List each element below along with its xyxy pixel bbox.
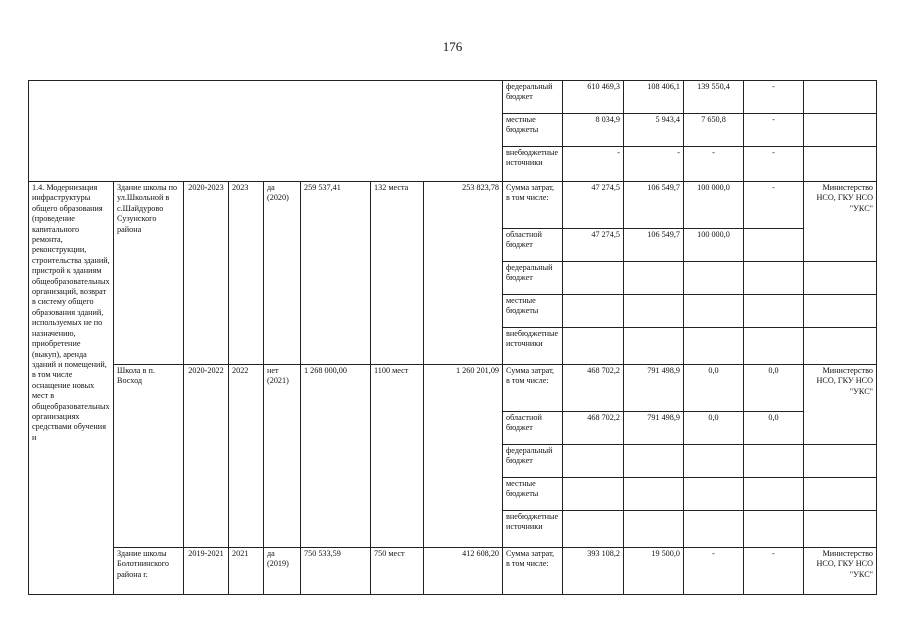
value-cell: 0,0 — [744, 412, 804, 445]
funding-source-cell: областной бюджет — [503, 412, 563, 445]
value-cell — [563, 478, 624, 511]
value-cell — [624, 478, 684, 511]
value-cell: 47 274,5 — [563, 182, 624, 229]
value-cell — [684, 478, 744, 511]
value-cell: 100 000,0 — [684, 229, 744, 262]
value-cell: 791 498,9 — [624, 365, 684, 412]
object-name-cell: Здание школы Болотнинского района г. — [114, 548, 184, 595]
funding-source-cell: Сумма затрат, в том числе: — [503, 548, 563, 595]
executor-cell — [804, 445, 877, 478]
table-row — [29, 365, 877, 412]
funding-source-cell: федеральный бюджет — [503, 262, 563, 295]
funding-source-cell: местные бюджеты — [503, 114, 563, 147]
value-cell — [684, 262, 744, 295]
table-row — [29, 81, 877, 114]
remaining-cell: 412 608,20 — [424, 548, 503, 595]
cost-cell: 750 533,59 — [301, 548, 371, 595]
executor-cell: Министерство НСО, ГКУ НСО "УКС" — [804, 548, 877, 595]
value-cell — [684, 295, 744, 328]
value-cell: 791 498,9 — [624, 412, 684, 445]
funding-source-cell: федеральный бюджет — [503, 445, 563, 478]
value-cell — [563, 445, 624, 478]
value-cell — [624, 328, 684, 365]
value-cell: - — [744, 548, 804, 595]
value-cell — [563, 262, 624, 295]
value-cell: - — [624, 147, 684, 182]
ready-cell: нет (2021) — [264, 365, 301, 548]
executor-cell — [804, 147, 877, 182]
value-cell — [624, 511, 684, 548]
page-number: 176 — [442, 39, 463, 54]
ready-cell: да (2020) — [264, 182, 301, 365]
funding-source-cell: местные бюджеты — [503, 478, 563, 511]
value-cell — [744, 328, 804, 365]
value-cell — [684, 328, 744, 365]
funding-source-cell: Сумма затрат, в том числе: — [503, 182, 563, 229]
period-cell: 2019-2021 — [184, 548, 229, 595]
empty-block-cell — [29, 81, 503, 182]
value-cell: 8 034,9 — [563, 114, 624, 147]
value-cell — [624, 295, 684, 328]
value-cell — [744, 511, 804, 548]
executor-cell — [804, 511, 877, 548]
table-row — [29, 182, 877, 229]
value-cell: 0,0 — [744, 365, 804, 412]
value-cell — [744, 229, 804, 262]
cost-cell: 1 268 000,00 — [301, 365, 371, 548]
value-cell — [624, 445, 684, 478]
executor-cell — [804, 262, 877, 295]
remaining-cell: 1 260 201,09 — [424, 365, 503, 548]
executor-cell — [804, 81, 877, 114]
value-cell — [744, 478, 804, 511]
executor-cell: Министерство НСО, ГКУ НСО "УКС" — [804, 365, 877, 445]
funding-source-cell: местные бюджеты — [503, 295, 563, 328]
value-cell — [684, 445, 744, 478]
value-cell: 468 702,2 — [563, 412, 624, 445]
object-name-cell: Здание школы по ул.Школьной в с.Шайдурово Сузунского района — [114, 182, 184, 365]
value-cell — [563, 328, 624, 365]
value-cell: - — [684, 147, 744, 182]
value-cell: 100 000,0 — [684, 182, 744, 229]
capacity-cell: 132 места — [371, 182, 424, 365]
executor-cell — [804, 328, 877, 365]
executor-cell — [804, 295, 877, 328]
value-cell: 19 500,0 — [624, 548, 684, 595]
funding-source-cell: Сумма затрат, в том числе: — [503, 365, 563, 412]
ready-cell: да (2019) — [264, 548, 301, 595]
value-cell: 468 702,2 — [563, 365, 624, 412]
value-cell: 7 650,8 — [684, 114, 744, 147]
value-cell: - — [744, 147, 804, 182]
period-cell: 2020-2023 — [184, 182, 229, 365]
value-cell — [744, 295, 804, 328]
value-cell: 47 274,5 — [563, 229, 624, 262]
value-cell: 0,0 — [684, 365, 744, 412]
funding-source-cell: внебюджетные источники — [503, 511, 563, 548]
value-cell — [624, 262, 684, 295]
remaining-cell: 253 823,78 — [424, 182, 503, 365]
value-cell: 139 550,4 — [684, 81, 744, 114]
value-cell: - — [744, 114, 804, 147]
value-cell: 106 549,7 — [624, 229, 684, 262]
executor-cell — [804, 478, 877, 511]
year-cell: 2022 — [229, 365, 264, 548]
value-cell: 106 549,7 — [624, 182, 684, 229]
item-name-cell: 1.4. Модернизация инфраструктуры общего образования (проведение капитального ремонта, реконструкции, строительства зданий, пристрой к зданиям общеобразовательных организаций, возврат в систему общего образования зданий, используемых не по назначению, приобретение (выкуп), аренда зданий и помещений, в том числе оснащение новых мест в общеобразовательных организациях средствами обучения и — [29, 182, 114, 595]
executor-cell — [804, 114, 877, 147]
value-cell: 393 108,2 — [563, 548, 624, 595]
executor-cell: Министерство НСО, ГКУ НСО "УКС" — [804, 182, 877, 262]
capacity-cell: 750 мест — [371, 548, 424, 595]
value-cell — [744, 262, 804, 295]
funding-source-cell: внебюджетные источники — [503, 147, 563, 182]
value-cell — [744, 445, 804, 478]
funding-source-cell: внебюджетные источники — [503, 328, 563, 365]
year-cell: 2021 — [229, 548, 264, 595]
cost-cell: 259 537,41 — [301, 182, 371, 365]
value-cell — [563, 511, 624, 548]
year-cell: 2023 — [229, 182, 264, 365]
value-cell — [563, 295, 624, 328]
funding-source-cell: федеральный бюджет — [503, 81, 563, 114]
table-row — [29, 548, 877, 595]
budget-table — [28, 80, 877, 595]
value-cell: 5 943,4 — [624, 114, 684, 147]
value-cell: 610 469,3 — [563, 81, 624, 114]
period-cell: 2020-2022 — [184, 365, 229, 548]
funding-source-cell: областной бюджет — [503, 229, 563, 262]
capacity-cell: 1100 мест — [371, 365, 424, 548]
value-cell — [684, 511, 744, 548]
value-cell: - — [563, 147, 624, 182]
value-cell: - — [744, 81, 804, 114]
value-cell: - — [744, 182, 804, 229]
object-name-cell: Школа в п. Восход — [114, 365, 184, 548]
value-cell: 108 406,1 — [624, 81, 684, 114]
value-cell: 0,0 — [684, 412, 744, 445]
value-cell: - — [684, 548, 744, 595]
